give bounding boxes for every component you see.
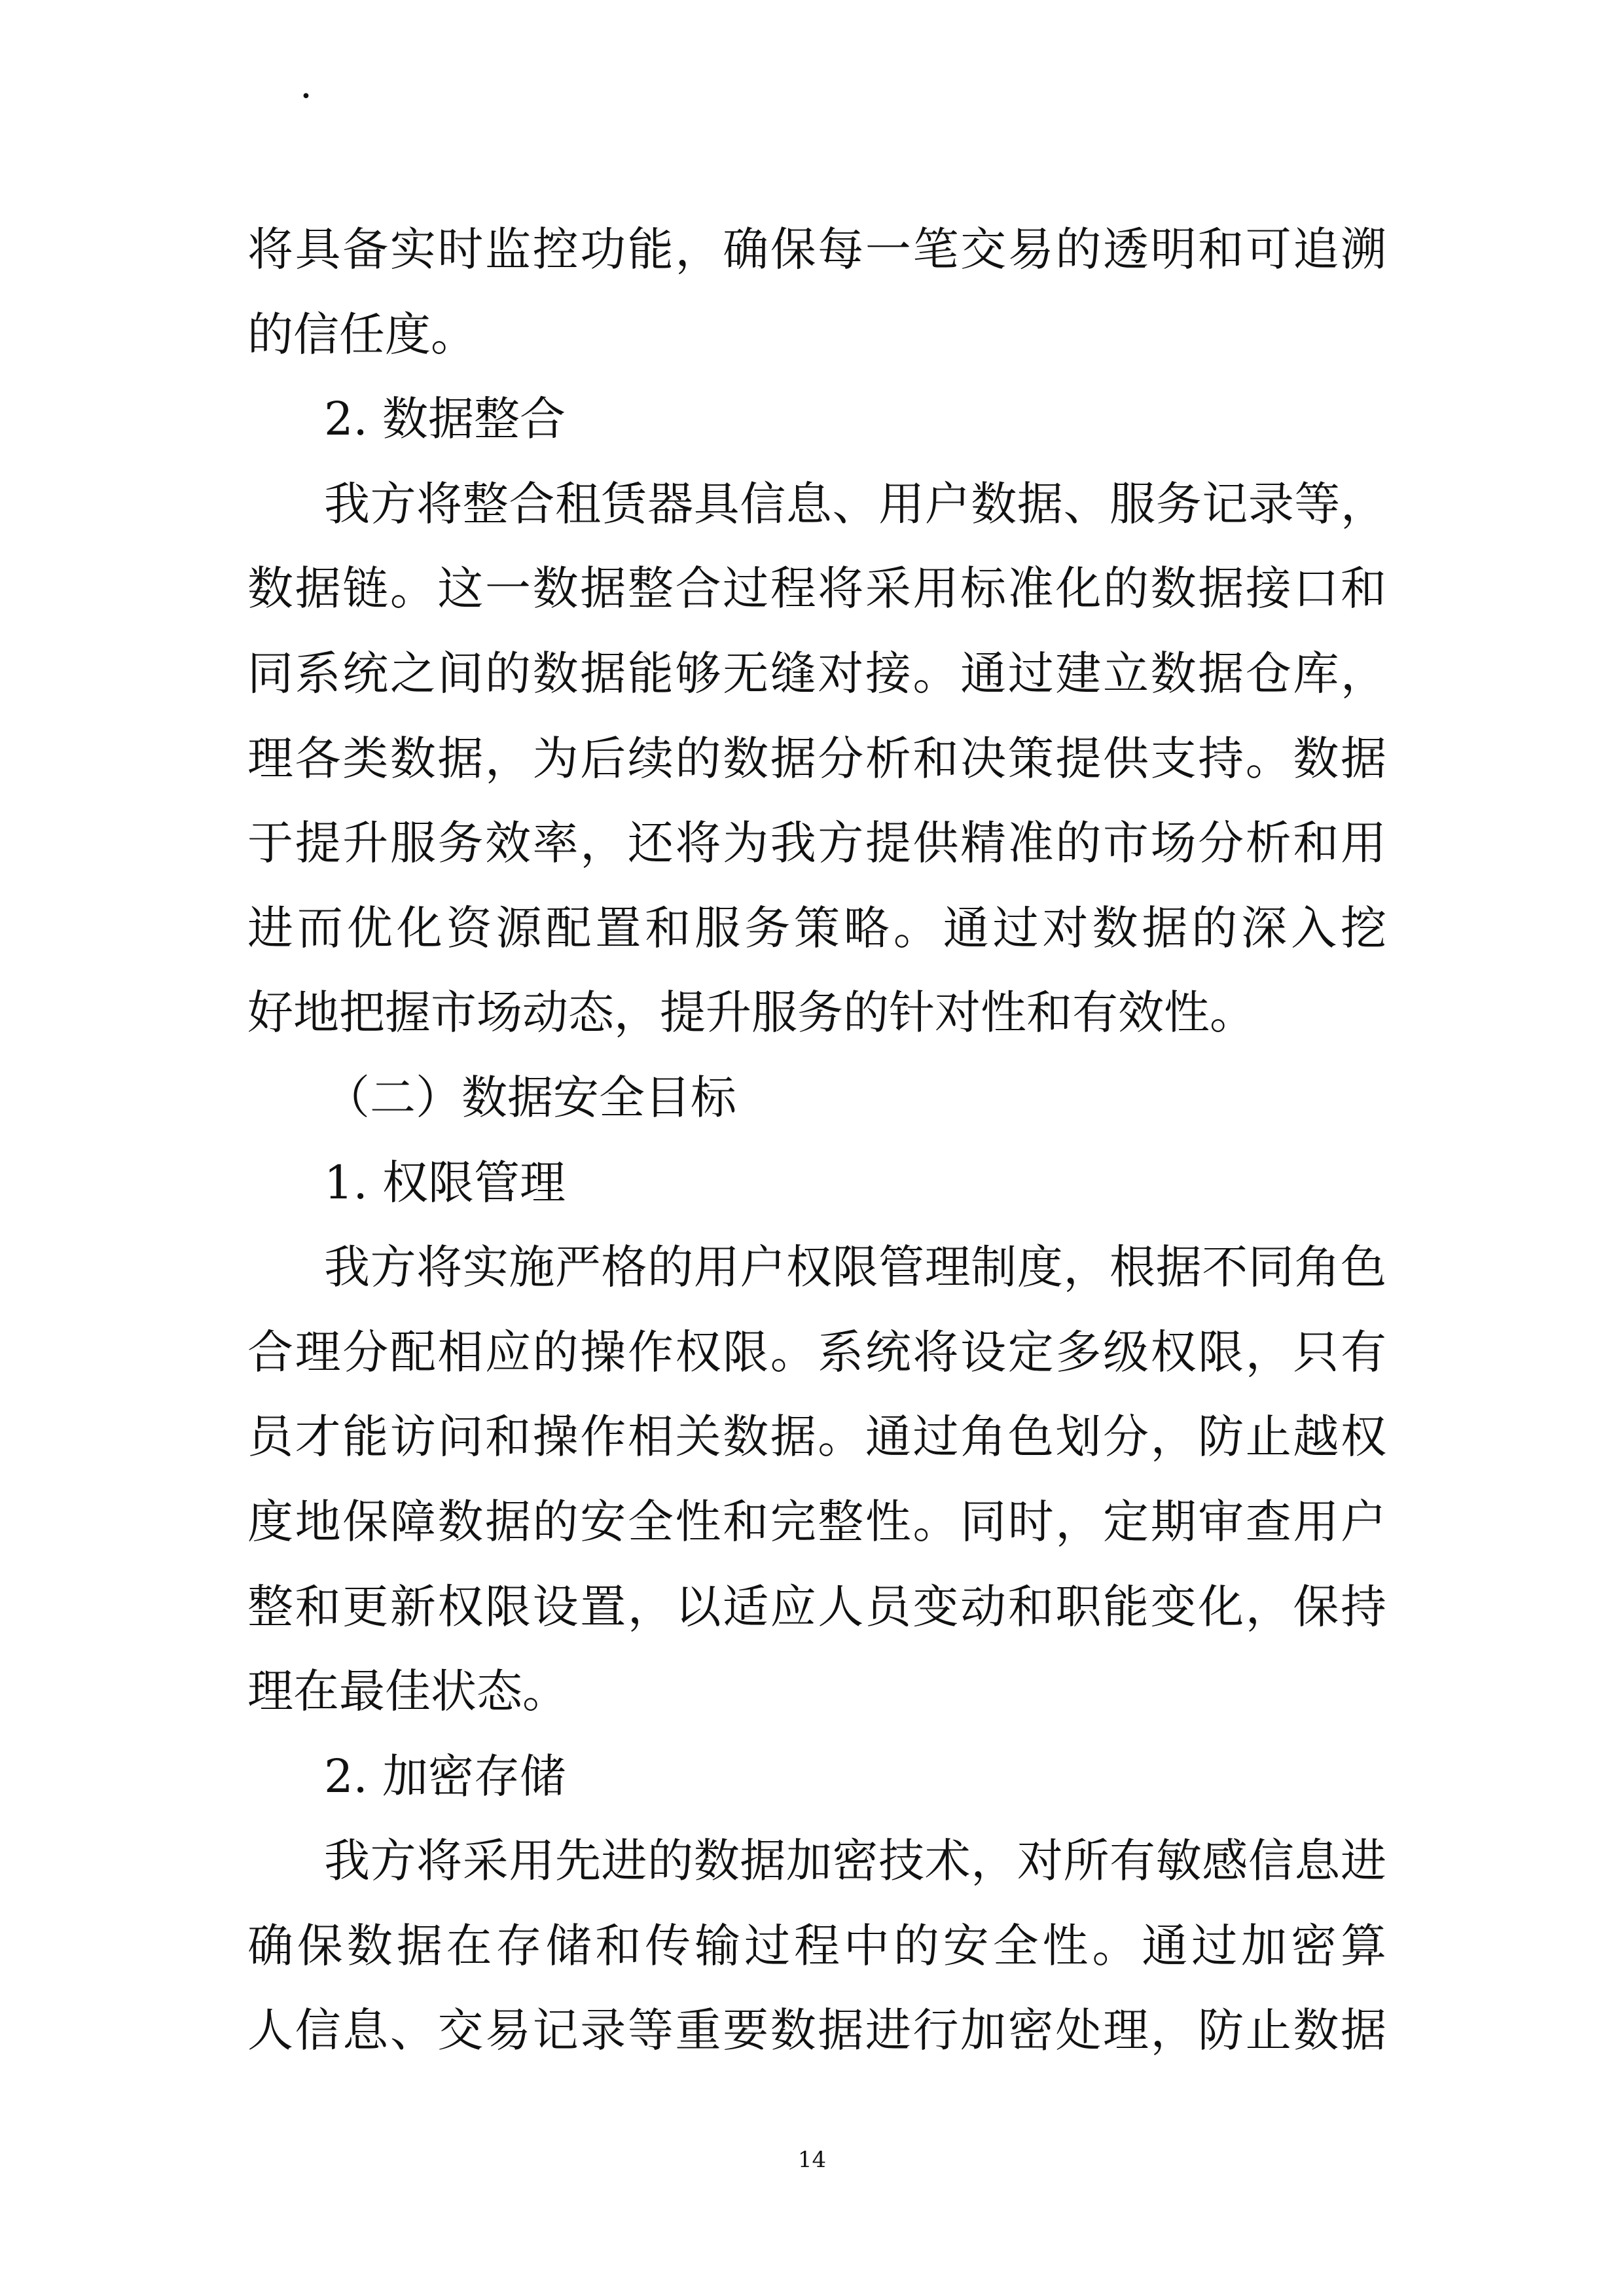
section-heading [247,1141,1386,1226]
text-line: 数据链。这一数据整合过程将采用标准化的数据接口和 [247,562,1386,616]
section-heading [247,377,1386,462]
page-number: 14 [797,2147,827,2173]
text-line: 度地保障数据的安全性和完整性。同时，定期审查用户 [247,1494,1386,1549]
document-body [247,207,1386,2073]
text-line: 2. 加密存储 [324,1749,566,1803]
text-line: 同系统之间的数据能够无缝对接。通过建立数据仓库， [247,646,1386,700]
text-line: 2. 数据整合 [324,392,566,446]
text-line: （二）数据安全目标 [324,1070,736,1124]
section-heading [247,1056,1386,1141]
text-line: 整和更新权限设置，以适应人员变动和职能变化，保持 [247,1579,1386,1634]
paragraph [247,1819,1386,2073]
paragraph [247,207,1386,377]
text-line: 人信息、交易记录等重要数据进行加密处理，防止数据 [247,2003,1386,2058]
text-line: 合理分配相应的操作权限。系统将设定多级权限，只有 [247,1325,1386,1379]
header-mark: · [300,73,313,119]
text-line: 确保数据在存储和传输过程中的安全性。通过加密算 [247,1918,1386,1973]
paragraph [247,1225,1386,1734]
text-line: 于提升服务效率，还将为我方提供精准的市场分析和用 [247,816,1386,870]
text-line: 我方将整合租赁器具信息、用户数据、服务记录等， [324,476,1386,531]
text-line: 的信任度。 [247,307,477,361]
section-heading [247,1734,1386,1820]
text-line: 理在最佳状态。 [247,1664,568,1719]
text-line: 进而优化资源配置和服务策略。通过对数据的深入挖 [247,901,1386,955]
text-line: 1. 权限管理 [324,1155,566,1210]
text-line: 将具备实时监控功能，确保每一笔交易的透明和可追溯 [247,223,1386,276]
text-line: 员才能访问和操作相关数据。通过角色划分，防止越权 [247,1410,1386,1464]
text-line: 我方将实施严格的用户权限管理制度，根据不同角色 [324,1240,1386,1295]
text-line: 好地把握市场动态，提升服务的针对性和有效性。 [247,986,1255,1040]
text-line: 我方将采用先进的数据加密技术，对所有敏感信息进 [324,1834,1386,1888]
paragraph [247,462,1386,1056]
text-line: 理各类数据，为后续的数据分析和决策提供支持。数据 [247,731,1386,785]
